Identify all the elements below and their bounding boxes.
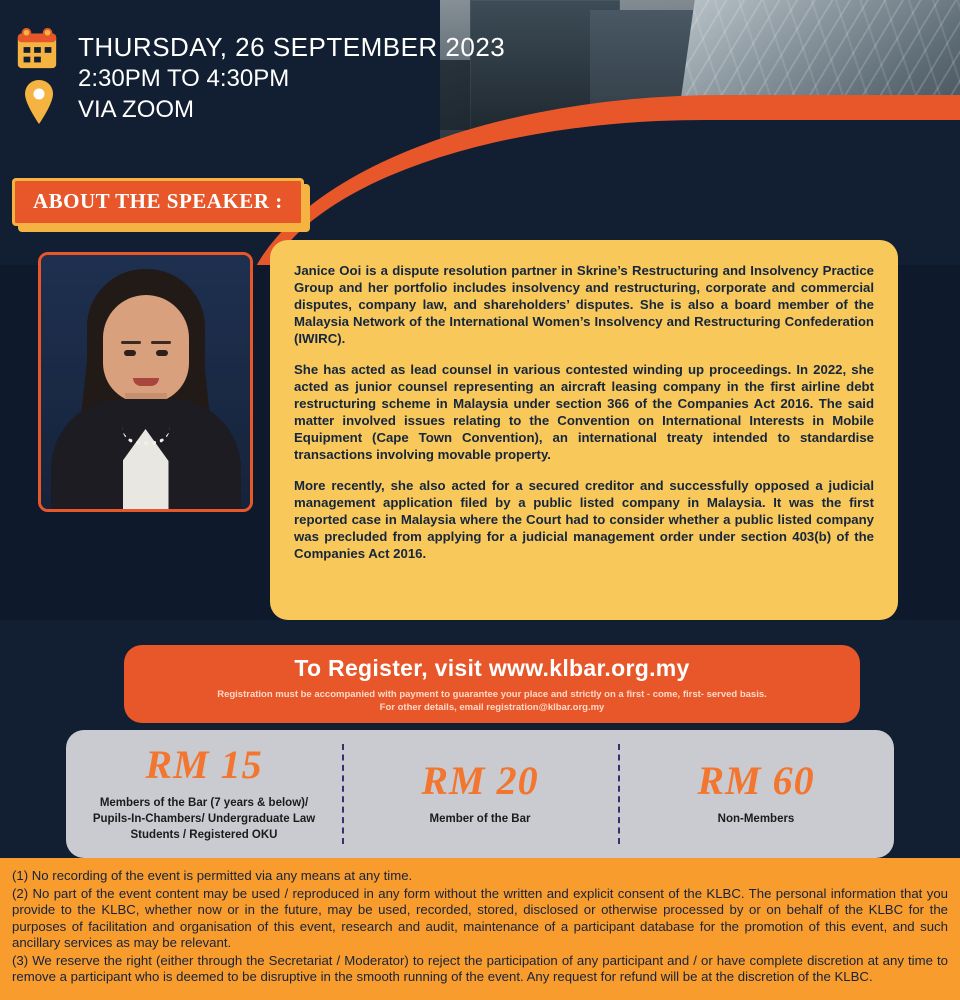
bio-paragraph: More recently, she also acted for a secured creditor and successfully opposed a judicial management application filed by a public listed company in Malaysia. It was the first reported case in Malaysia where the Court had to consider whether a public listed company was precluded from applying for a judicial management order under section 403(b) of the Companies Act 2016. (294, 478, 874, 561)
fee-description: Members of the Bar (7 years & below)/ Pupils-In-Chambers/ Undergraduate Law Students / Registered OKU (92, 797, 316, 841)
register-note-line-2: For other details, email registration@klbar.org.my (379, 701, 605, 713)
fee-amount: RM 60 (697, 758, 815, 803)
bio-paragraph: Janice Ooi is a dispute resolution partner in Skrine’s Restructuring and Insolvency Practice Group and her portfolio includes insolvency and restructuring, corporate and commercial disputes, company law, and shareholders’ disputes. She is also a board member of the Malaysia Network of the International Women’s Insolvency and Restructuring Confederation (IWIRC). (294, 263, 874, 346)
terms-line: (2) No part of the event content may be used / reproduced in any form without the written and explicit consent of the KLBC. The personal information that you provide to the KLBC, whether now or in the future, may be used, recorded, stored, disclosed or otherwise processed by or on behalf of the KLBC for the purposes of facilitation and organisation of this event, research and audit, maintenance of a participant database for the promotion of this event, and such ancillary services as may be relevant. (12, 885, 948, 950)
fee-tier (342, 730, 618, 858)
fee-amount: RM 15 (145, 742, 263, 787)
fee-description: Non-Members (717, 813, 795, 825)
about-speaker-label: ABOUT THE SPEAKER : (33, 189, 283, 213)
register-title[interactable]: To Register, visit www.klbar.org.my (294, 654, 690, 681)
fees-panel (66, 730, 894, 858)
about-speaker-tag (12, 178, 304, 226)
terms-line: (1) No recording of the event is permitted via any means at any time. (12, 868, 413, 883)
fee-description: Member of the Bar (429, 813, 531, 825)
speaker-bio-card (270, 240, 898, 620)
event-venue: VIA ZOOM (78, 96, 195, 123)
fee-tier (66, 730, 342, 858)
fee-tier (618, 730, 894, 858)
fee-amount: RM 20 (421, 758, 539, 803)
location-pin-icon (22, 78, 56, 126)
calendar-icon (14, 26, 60, 72)
register-note-line-1: Registration must be accompanied with payment to guarantee your place and strictly on a first - come, first- served basis. (217, 688, 767, 700)
terms-line: (3) We reserve the right (either through the Secretariat / Moderator) to reject the participation of any participant and / or have complete discretion at any time to remove a participant who is deemed to be disruptive in the smooth running of the event. Any request for refund will be at the discretion of the KLBC. (12, 952, 948, 984)
register-banner[interactable] (124, 645, 860, 723)
event-time: 2:30PM TO 4:30PM (78, 65, 290, 92)
terms-footer (0, 858, 960, 1000)
event-header (0, 0, 520, 200)
speaker-photo (38, 252, 253, 512)
event-date: THURSDAY, 26 SEPTEMBER 2023 (78, 32, 506, 62)
bio-paragraph: She has acted as lead counsel in various contested winding up proceedings. In 2022, she acted as junior counsel representing an aircraft leasing company in the first airline debt restructuring scheme in Malaysia under section 366 of the Companies Act 2016. The said matter involved issues relating to the Convention on International Interests in Mobile Equipment (Cape Town Convention), an international treaty intended to standardise transactions involving movable property. (294, 362, 874, 462)
